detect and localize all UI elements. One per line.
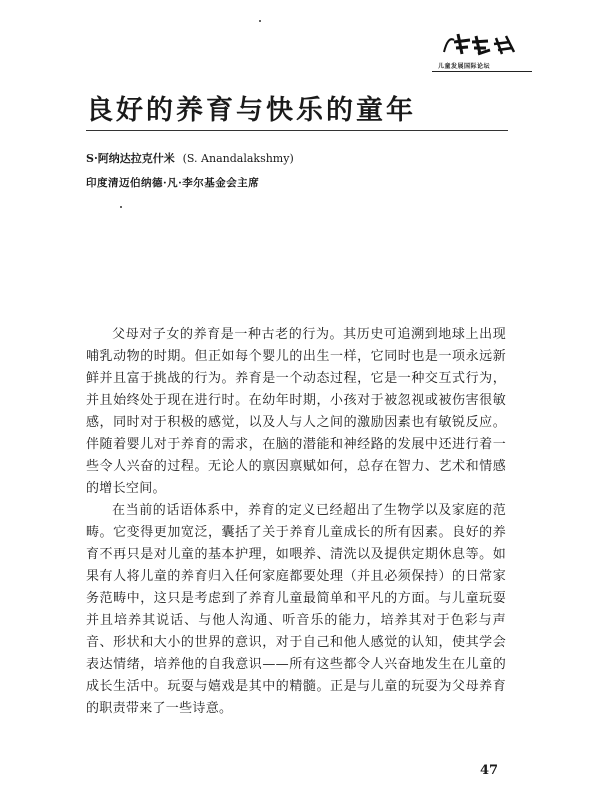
forum-logo [432,30,532,76]
author-name-cn: S·阿纳达拉克什米 [86,152,175,165]
body-paragraph: 在当前的话语体系中，养育的定义已经超出了生物学以及家庭的范畴。它变得更加宽泛，囊括了关于养育儿童成长的所有因素。良好的养育不再只是对儿童的基本护理，如喂养、清洗以及提供定期休息等。如果有人将儿童的养育归入任何家庭都要处理（并且必须保持）的日常家务范畴中，这只是考虑到了养育儿童最简单和平凡的方面。与儿童玩耍并且培养其说话、与他人沟通、听音乐的能力，培养其对于色彩与声音、形状和大小的世界的意识，对于自己和他人感觉的认知，使其学会表达情绪，培养他的自我意识——所有这些都令人兴奋地发生在儿童的成长生活中。玩耍与嬉戏是其中的精髓。正是与儿童的玩耍为父母养育的职责带来了一些诗意。 [86,503,506,716]
author-name-latin: (S. Anandalakshmy) [182,152,294,165]
scan-speck [259,20,261,22]
body-paragraph: 父母对子女的养育是一种古老的行为。其历史可追溯到地球上出现哺乳动物的时期。但正如每个婴儿的出生一样，它同时也是一项永远新鲜并且富于挑战的行为。养育是一个动态过程，它是一种交互式行为，并且始终处于现在进行时。在幼年时期，小孩对于被忽视或被伤害很敏感，同时对于积极的感觉，以及人与人之间的激励因素也有敏锐反应。伴随着婴儿对于养育的需求，在脑的潜能和神经路的发展中还进行着一些令人兴奋的过程。无论人的禀因禀赋如何，总存在智力、艺术和情感的增长空间。 [86,327,506,496]
logo-rule [432,71,532,72]
title-rule [86,130,508,131]
calligraphy-logo-mark [440,30,520,58]
logo-caption: 儿童发展国际论坛 [438,63,491,70]
page-number: 47 [480,763,499,778]
article-body [86,324,506,720]
author-line [86,150,294,166]
article-title: 良好的养育与快乐的童年 [86,95,416,126]
author-affiliation: 印度清迈伯纳德·凡·李尔基金会主席 [86,177,260,189]
scan-speck [120,206,122,208]
